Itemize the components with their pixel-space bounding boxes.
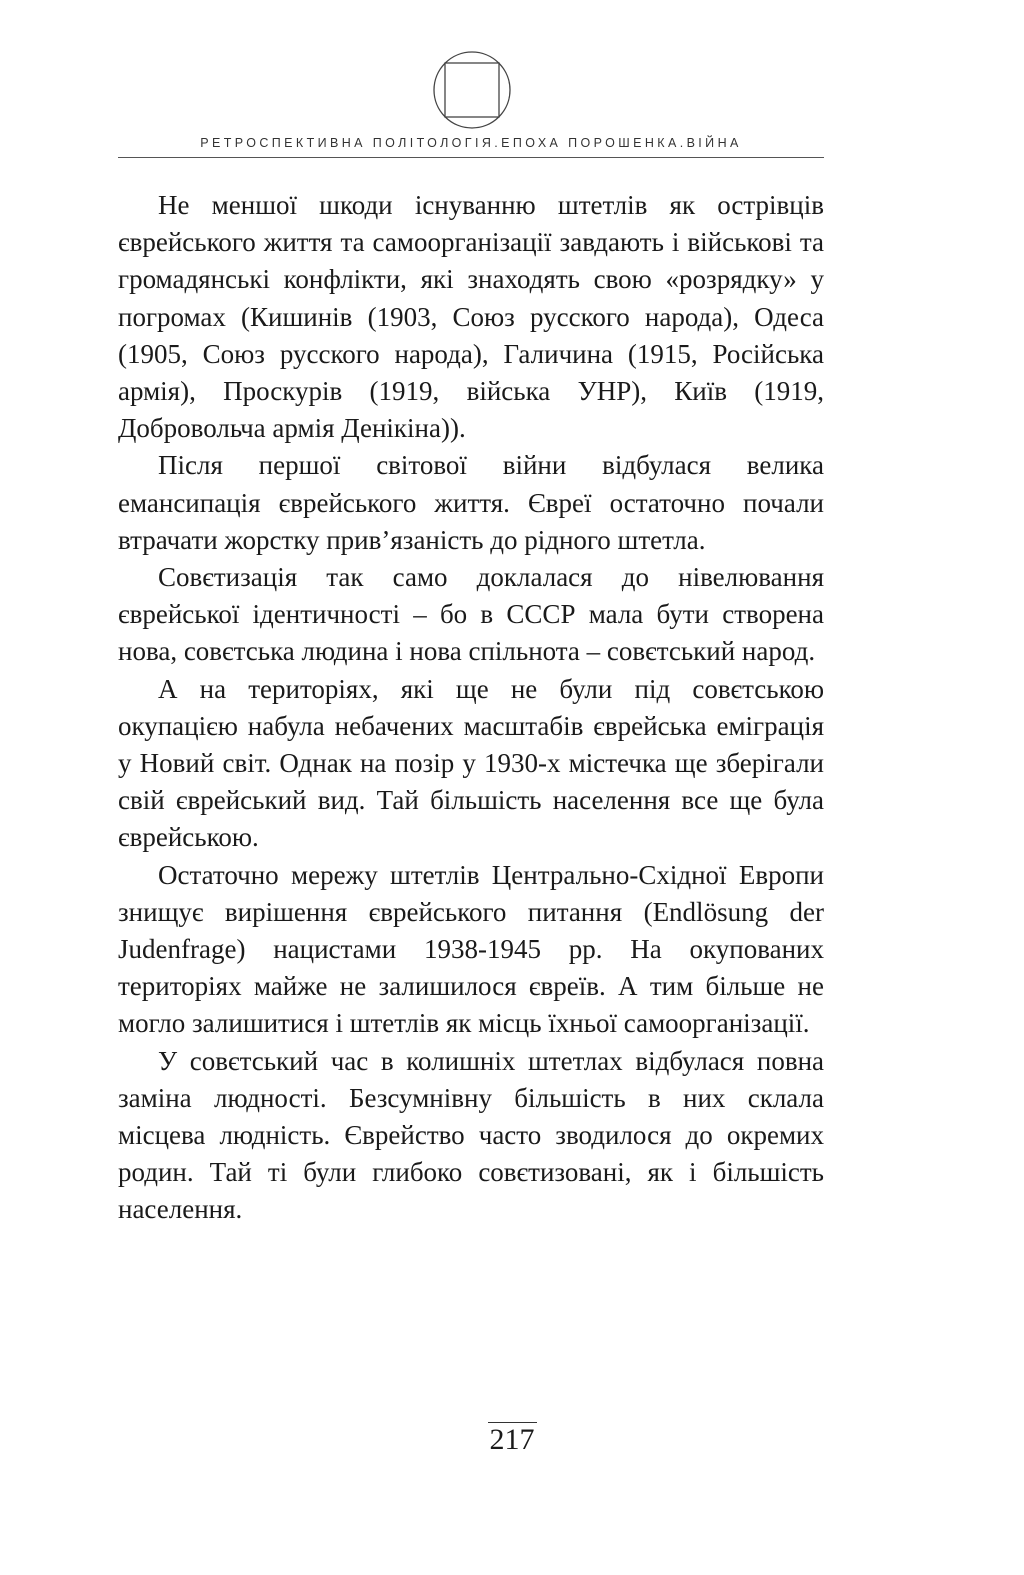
header-divider bbox=[118, 157, 824, 158]
circle-square-logo-icon bbox=[432, 50, 512, 130]
paragraph: Після першої світової війни відбулася велика емансипація єврейського життя. Євреї остаточно почали втрачати жорстку прив’язаність до рідного штетла. bbox=[118, 450, 824, 555]
paragraph: Не меншої шкоди існуванню штетлів як острівців єврейського життя та самоорганізації завдають і військові та громадянські конфлікти, які знаходять свою «розрядку» у погромах (Кишинів (1903, Союз русского народа), Одеса (1905, Союз русского народа), Галичина (1915, Російська армія), Проскурів (1919, війська УНР), Київ (1919, Добровольча армія Денікіна)). bbox=[118, 190, 824, 444]
paragraph: У совєтський час в колишніх штетлах відбулася повна заміна людності. Безсумнівну більшість в них склала місцева людність. Єврейство часто зводилося до окремих родин. Тай ті були глибоко совєтизовані, як і більшість населення. bbox=[118, 1045, 824, 1225]
paragraph: Совєтизація так само доклалася до нівелювання єврейської ідентичності – бо в СССР мала бути створена нова, совєтська людина і нова спільнота – совєтський народ. bbox=[118, 562, 824, 667]
page-number-container bbox=[0, 1422, 1024, 1457]
running-header: РЕТРОСПЕКТИВНА ПОЛІТОЛОГІЯ.ЕПОХА ПОРОШЕНКА.ВІЙНА bbox=[200, 136, 742, 150]
paragraph: А на територіях, які ще не були під совєтською окупацією набула небачених масштабів єврейська еміграція у Новий світ. Однак на позір у 1930-х містечка ще зберігали свій єврейський вид. Тай більшість населення все ще була єврейською. bbox=[118, 673, 824, 853]
paragraph: Остаточно мережу штетлів Центрально-Східної Европи знищує вирішення єврейського питання (Endlösung der Judenfrage) нацистами 1938-1945 рр. На окупованих територіях майже не залишилося євреїв. А тим більше не могло залишитися і штетлів як місць їхньої самоорганізації. bbox=[118, 859, 824, 1039]
page-body bbox=[118, 187, 824, 1229]
page-number: 217 bbox=[489, 1423, 535, 1456]
